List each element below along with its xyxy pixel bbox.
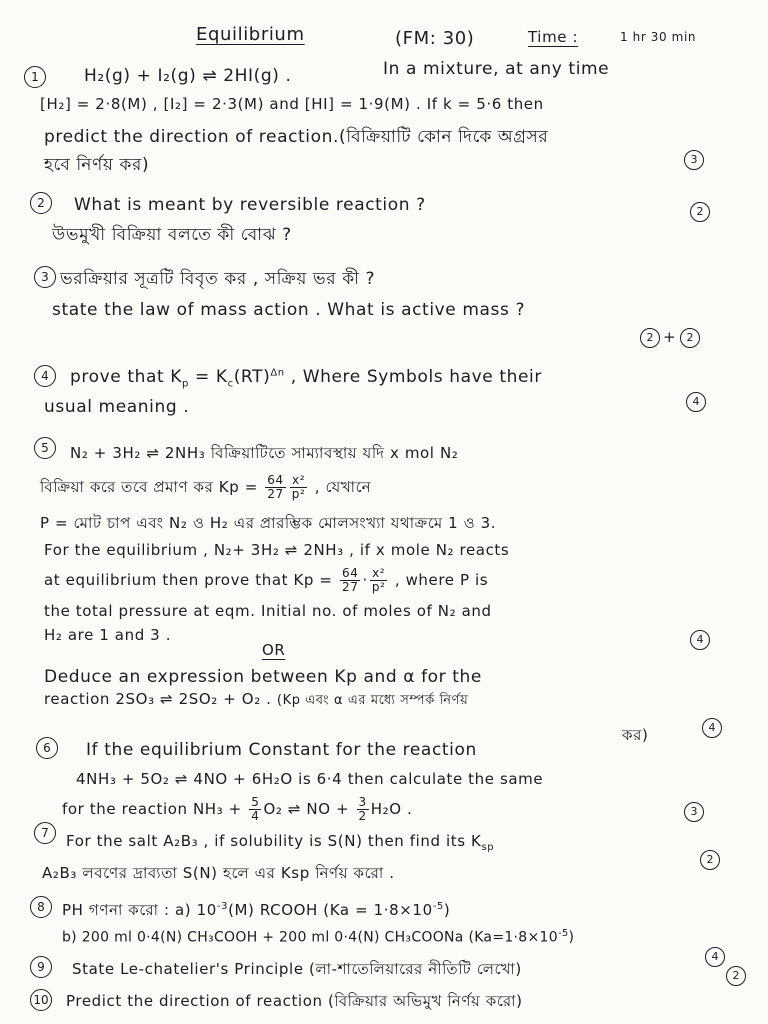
q3-marks-b: 2 [680, 328, 700, 348]
q1-marks: 3 [684, 150, 704, 170]
question-number-7: 7 [34, 822, 56, 844]
q2-marks: 2 [690, 202, 710, 222]
q7-text-2: A₂B₃ লবণের দ্রাব্যতা S(N) হলে এর Ksp নির্ণয় করো . [42, 864, 395, 882]
q3-marks-a: 2 [640, 328, 660, 348]
q1-text-1: In a mixture, at any time [383, 59, 610, 79]
q4-text-1: prove that $K_p = K_c(RT)^{\Delta n}$ , Where Symbols have their [70, 367, 542, 390]
q5-text-4: For the equilibrium , N₂+ 3H₂ ⇌ 2NH₃ , if x mole N₂ reacts [44, 541, 510, 559]
q5-or-text-2: reaction 2SO₃ ⇌ 2SO₂ + O₂ . (Kp এবং α এর মধ্যে সম্পর্ক নির্ণয় [44, 690, 469, 708]
q1-text-3: predict the direction of reaction.(বিক্রিয়াটি কোন দিকে অগ্রসর [44, 127, 549, 147]
q3-text-1: ভরক্রিয়ার সূত্রটি বিবৃত কর , সক্রিয় ভর কী ? [60, 269, 376, 289]
q2-text-2: উভমুখী বিক্রিয়া বলতে কী বোঝ ? [52, 225, 292, 245]
q5-text-2: বিক্রিয়া করে তবে প্রমাণ কর Kp = $\frac{64}{27}$ $\frac{\text{x²}}{\text{p²}}$ , যেখানে [40, 473, 372, 501]
q5-or-marks: 4 [702, 718, 722, 738]
q8-marks: 4 [705, 947, 725, 967]
q3-text-2: state the law of mass action . What is active mass ? [52, 300, 526, 320]
q5-text-7: H₂ are 1 and 3 . [44, 626, 172, 644]
question-number-8: 8 [30, 896, 52, 918]
question-number-4: 4 [34, 365, 56, 387]
full-marks: (FM: 30) [395, 28, 475, 49]
q8-text-2: b) 200 ml 0·4(N) CH₃COOH + 200 ml 0·4(N) CH₃COONa $(Ka=1\cdot 8\times 10^{-5})$ [62, 928, 575, 946]
q8-text-1: PH গণনা করো : a) $10^{-3}(M)$ RCOOH $(Ka = 1\cdot 8\times 10^{-5})$ [62, 901, 451, 919]
q2-text-1: What is meant by reversible reaction ? [74, 195, 426, 215]
q5-text-1: N₂ + 3H₂ ⇌ 2NH₃ বিক্রিয়াটিতে সাম্যাবস্থায় যদি x mol N₂ [70, 444, 459, 462]
q5-or-text-1: Deduce an expression between Kp and α for the [44, 667, 482, 687]
time-label: Time : [528, 28, 579, 46]
q5-text-3: P = মোট চাপ এবং N₂ ও H₂ এর প্রারম্ভিক মোলসংখ্যা যথাক্রমে 1 ও 3. [40, 514, 497, 532]
question-number-2: 2 [30, 192, 52, 214]
q7-marks: 2 [700, 850, 720, 870]
q10-text-1: Predict the direction of reaction (বিক্রিয়ার অভিমুখ নির্ণয় করো) [66, 992, 523, 1010]
plus-sign: + [663, 328, 677, 346]
q1-text-2: [H₂] = 2·8(M) , [I₂] = 2·3(M) and [HI] = 1·9(M) . If k = 5·6 then [40, 95, 544, 113]
time-value: 1 hr 30 min [620, 30, 697, 44]
q5-or-text-3: কর) [622, 726, 649, 744]
q6-text-2: 4NH₃ + 5O₂ ⇌ 4NO + 6H₂O is 6·4 then calculate the same [76, 770, 544, 788]
q7-text-1: For the salt A₂B₃ , if solubility is S(N) then find its $K_{sp}$ [66, 832, 495, 853]
q5-text-5: at equilibrium then prove that Kp = $\frac{64}{27}$ · $\frac{\text{x²}}{\text{p²}}$ , where P is [44, 566, 489, 594]
question-number-10: 10 [30, 989, 52, 1011]
or-separator: OR [262, 641, 286, 659]
q5-marks: 4 [690, 630, 710, 650]
question-number-9: 9 [30, 956, 52, 978]
q9-marks: 2 [726, 966, 746, 986]
q6-text-1: If the equilibrium Constant for the reaction [86, 740, 477, 760]
question-number-1: 1 [24, 66, 46, 88]
q1-text-4: হবে নির্ণয় কর) [44, 155, 150, 175]
question-number-3: 3 [34, 266, 56, 288]
q1-equation: H₂(g) + I₂(g) ⇌ 2HI(g) . [84, 66, 292, 86]
question-number-5: 5 [34, 437, 56, 459]
question-number-6: 6 [36, 737, 58, 759]
q6-text-3: for the reaction NH₃ + $\frac{5}{4}$ O₂ ⇌ NO + $\frac{3}{2}$ H₂O . [62, 795, 413, 823]
q4-text-2: usual meaning . [44, 397, 190, 417]
q9-text-1: State Le-chatelier's Principle (লা-শাতেলিয়ারের নীতিটি লেখো) [72, 960, 522, 978]
q5-text-6: the total pressure at eqm. Initial no. of moles of N₂ and [44, 602, 492, 620]
q6-marks: 3 [684, 802, 704, 822]
q4-marks: 4 [686, 392, 706, 412]
page-title: Equilibrium [196, 24, 305, 45]
